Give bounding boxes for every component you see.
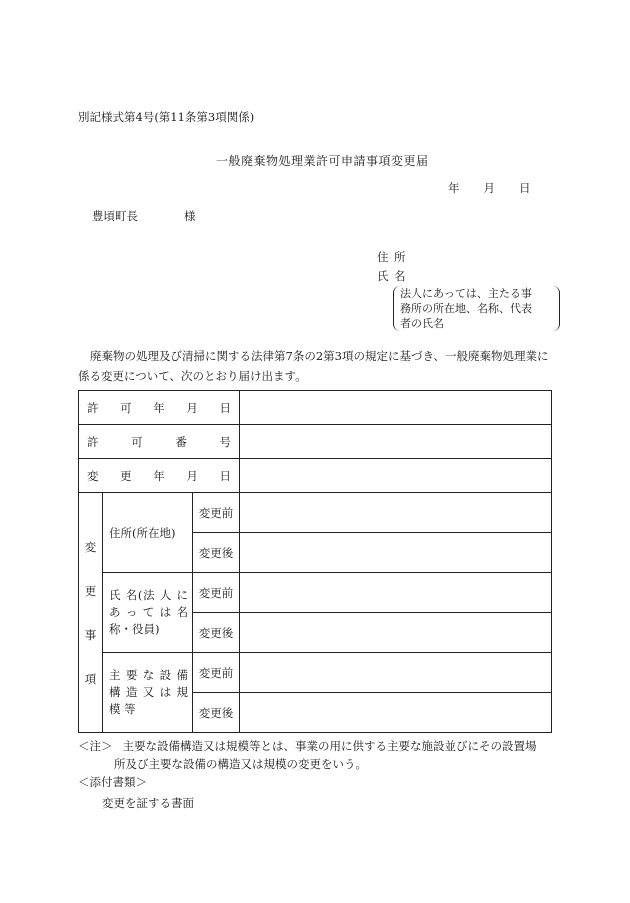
applicant-address-label [377,249,411,265]
vertical-char: 変 [84,539,97,554]
table-row [79,573,552,613]
change-date-value[interactable] [240,459,552,493]
form-number: 別記様式第4号(第11条第3項関係) [78,110,255,124]
address-after-value[interactable] [240,533,552,573]
change-date-label [79,459,240,493]
permit-number-value[interactable] [240,425,552,459]
vertical-char: 更 [84,583,97,598]
addressee-suffix: 様 [184,209,196,223]
table-row [79,493,552,533]
name-before-value[interactable] [240,573,552,613]
attachments-label: ＜添付書類＞ [78,775,147,789]
after-change-label: 変更後 [193,693,240,733]
note-continuation: 所及び主要な設備の構造又は規模の変更をいう。 [114,757,367,771]
label-char: 更 [120,468,132,483]
label-char: 変 [87,468,99,483]
facility-before-value[interactable] [240,653,552,693]
note-label: ＜注＞ [78,739,113,753]
facility-item-label [103,653,193,733]
permit-date-label [79,391,240,425]
table-row [79,425,552,459]
name-item-label [103,573,193,653]
corporate-note-line: 者の氏名 [400,317,444,330]
before-change-label: 変更前 [193,493,240,533]
attachment-item: 変更を証する書面 [102,796,194,810]
label-char: 可 [120,400,132,415]
after-change-label: 変更後 [193,613,240,653]
declaration-text: 廃棄物の処理及び清掃に関する法律第7条の2第3項の規定に基づき、一般廃棄物処理業に係る変更について、次のとおり届け出ます。 [78,349,549,383]
name-char-1: 氏 [377,269,389,283]
label-char: 許 [87,400,99,415]
date-line [448,180,531,196]
item-label-line: 主 要 な 設 備 [109,668,188,682]
corporate-note-bracket [393,286,560,331]
label-char: 可 [131,434,143,449]
address-item-label: 住所(所在地) [103,493,193,573]
before-change-label: 変更前 [193,573,240,613]
item-label-line: 構 造 又 は 規 [109,685,188,699]
permit-number-label [79,425,240,459]
date-day-label: 日 [519,181,531,195]
vertical-char: 事 [84,627,97,642]
name-char-2: 名 [394,269,406,283]
change-items-vertical-label [79,493,103,733]
label-char: 年 [153,468,165,483]
vertical-char: 項 [84,671,97,686]
label-char: 日 [219,400,231,415]
label-char: 番 [175,434,187,449]
item-label-line: 模 等 [109,702,136,716]
address-before-value[interactable] [240,493,552,533]
corporate-note-line: 法人にあっては、主たる事 [400,287,532,300]
addressee [92,208,196,224]
corporate-note-line: 務所の所在地、名称、代表 [400,302,532,315]
date-year-label: 年 [448,181,460,195]
item-label-line: あ っ て は 名 [109,605,188,619]
permit-date-value[interactable] [240,391,552,425]
addressee-name: 豊頃町長 [92,209,138,223]
date-month-label: 月 [483,181,495,195]
applicant-name-label [377,268,411,284]
note-text: 主要な設備構造又は規模等とは、事業の用に供する主要な施設並びにその設置場 [122,739,537,753]
label-char: 月 [186,468,198,483]
label-char: 月 [186,400,198,415]
address-char-2: 所 [394,250,406,264]
item-label-line: 氏 名(法 人 に [109,588,188,602]
facility-after-value[interactable] [240,693,552,733]
name-after-value[interactable] [240,613,552,653]
after-change-label: 変更後 [193,533,240,573]
label-char: 日 [219,468,231,483]
document-title: 一般廃棄物処理業許可申請事項変更届 [216,154,429,168]
label-char: 許 [87,434,99,449]
note [78,738,537,754]
item-label-line: 称・役員) [109,622,160,636]
table-row [79,459,552,493]
label-char: 年 [153,400,165,415]
before-change-label: 変更前 [193,653,240,693]
table-row [79,653,552,693]
label-char: 号 [219,434,232,449]
change-details-table [78,390,552,733]
address-char-1: 住 [377,250,389,264]
table-row [79,391,552,425]
